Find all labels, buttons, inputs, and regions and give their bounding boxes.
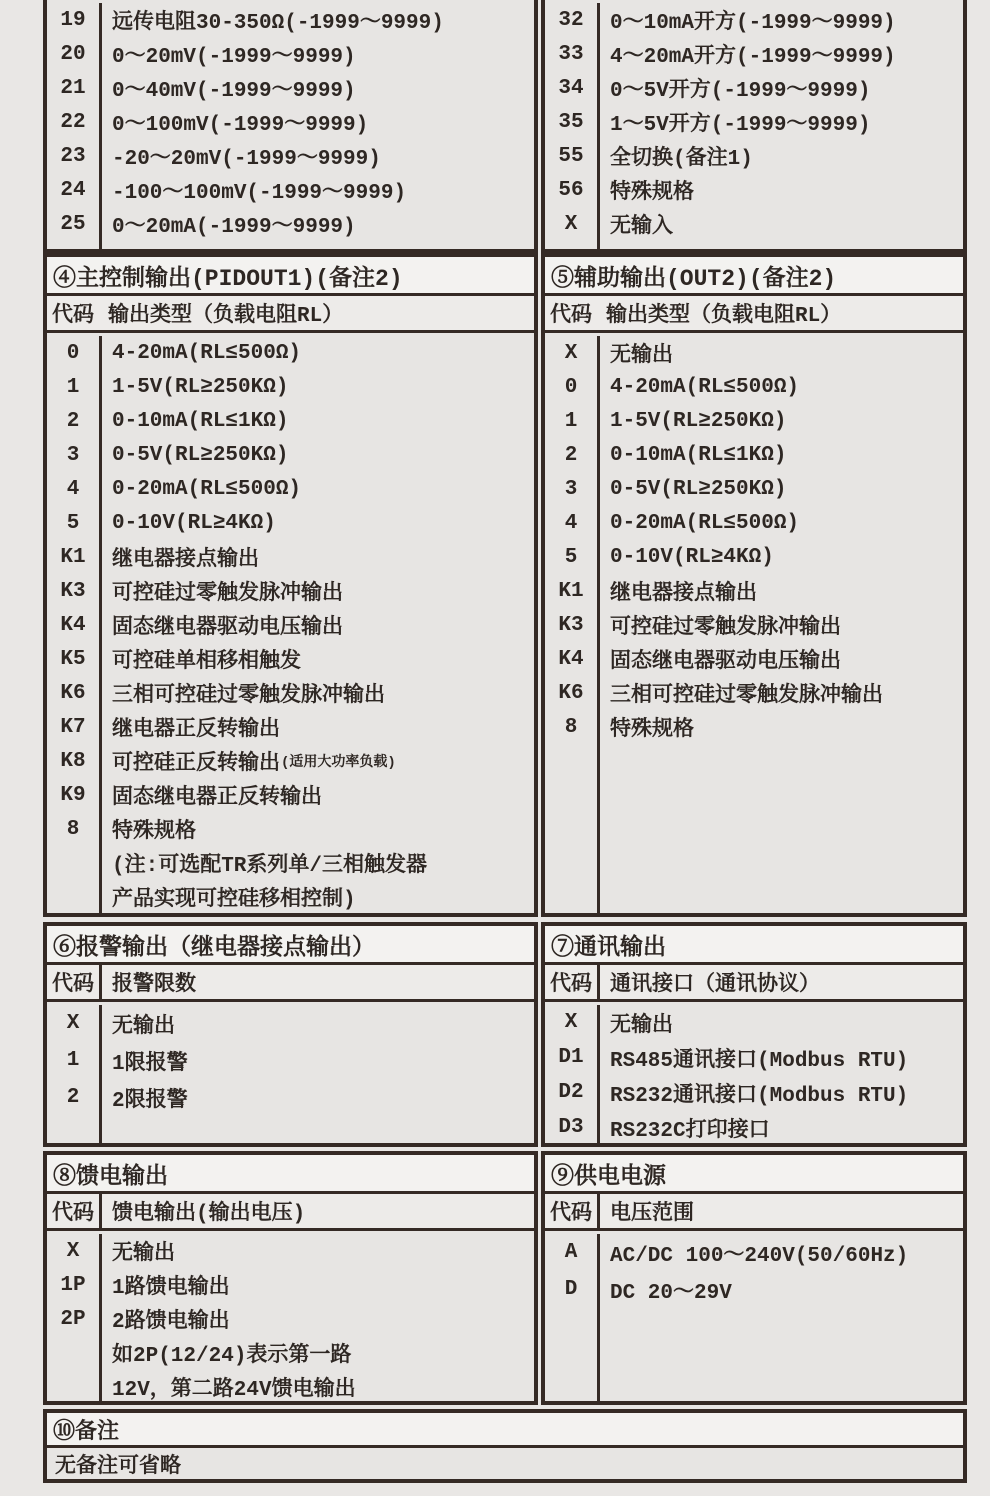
section-alarm-output: [43, 922, 538, 1147]
code-cell: [47, 880, 99, 913]
desc-cell: 无输入: [597, 207, 963, 241]
code-cell: 1: [564, 409, 578, 433]
desc-cell: 无输出: [99, 1234, 534, 1268]
table-row: [47, 1234, 534, 1268]
code-cell: D3: [558, 1116, 584, 1139]
table-row: [47, 404, 534, 438]
code-cell: 19: [60, 8, 86, 32]
table-body: [47, 1448, 963, 1479]
code-header: 代码: [52, 974, 94, 997]
table-row: [47, 574, 534, 608]
table-row: [545, 676, 963, 710]
table-row: [47, 1268, 534, 1302]
desc-cell: 可控硅单相移相触发: [99, 642, 534, 676]
code-cell: 20: [60, 42, 86, 66]
desc-header: 报警限数: [99, 965, 534, 999]
table-row: [47, 1042, 534, 1079]
code-header: 代码: [550, 1203, 592, 1226]
desc-cell: -20～20mV(-1999～9999): [99, 139, 534, 173]
code-cell: 2: [564, 443, 578, 467]
table-body: [545, 1002, 963, 1143]
section-remarks: [43, 1409, 967, 1483]
desc-cell: 0～5V开方(-1999～9999): [597, 71, 963, 105]
desc-cell: 0-10mA(RL≤1KΩ): [597, 438, 963, 472]
table-row: [47, 642, 534, 676]
table-row: [47, 812, 534, 846]
desc-header: 馈电输出(输出电压): [99, 1194, 534, 1228]
table-row: [545, 1110, 963, 1143]
desc-cell: 继电器接点输出: [99, 540, 534, 574]
table-row: [47, 846, 534, 880]
table-row: [545, 370, 963, 404]
desc-cell: 可控硅过零触发脉冲输出: [597, 608, 963, 642]
table-body: [545, 1231, 963, 1401]
section-title: ⑧馈电输出: [47, 1155, 534, 1194]
desc-cell: 0～100mV(-1999～9999): [99, 105, 534, 139]
table-row: [47, 608, 534, 642]
column-header-row: [545, 296, 963, 333]
table-body: [545, 333, 963, 913]
code-header: 代码: [550, 305, 592, 328]
table-row: [545, 710, 963, 744]
table-row: [47, 778, 534, 812]
column-header-row: [545, 1194, 963, 1231]
table-body: [47, 1231, 534, 1401]
desc-cell: 三相可控硅过零触发脉冲输出: [597, 676, 963, 710]
table-row: [47, 3, 534, 37]
input-signal-table-right: [541, 0, 967, 253]
table-row: [545, 336, 963, 370]
code-cell: 0: [66, 341, 80, 365]
column-header-row: [47, 296, 534, 333]
table-row: [47, 370, 534, 404]
code-cell: 55: [558, 144, 584, 168]
column-header-row: [47, 1194, 534, 1231]
table-row: [47, 880, 534, 913]
desc-cell: 2限报警: [99, 1079, 534, 1116]
table-filler: [545, 744, 963, 913]
table-row: [47, 207, 534, 241]
desc-cell: 继电器接点输出: [597, 574, 963, 608]
table-row: [47, 336, 534, 370]
desc-cell: 1限报警: [99, 1042, 534, 1079]
table-row: [545, 207, 963, 241]
table-row: [545, 574, 963, 608]
section-communication-output: [541, 922, 967, 1147]
desc-cell: 全切换(备注1): [597, 139, 963, 173]
code-header: 代码: [550, 974, 592, 997]
section-title: ⑤辅助输出(OUT2)(备注2): [545, 257, 963, 296]
table-filler: [47, 241, 534, 249]
desc-header: 电压范围: [597, 1194, 963, 1228]
desc-cell: 0-5V(RL≥250KΩ): [99, 438, 534, 472]
section-title: ④主控制输出(PIDOUT1)(备注2): [47, 257, 534, 296]
desc-cell: 无输出: [597, 336, 963, 370]
code-cell: K8: [60, 749, 86, 773]
code-cell: D2: [558, 1081, 584, 1104]
code-cell: 4: [564, 511, 578, 535]
section-feed-power-output: [43, 1151, 538, 1405]
desc-cell: RS485通讯接口(Modbus RTU): [597, 1040, 963, 1075]
code-cell: 22: [60, 110, 86, 134]
code-cell: 1: [66, 375, 80, 399]
desc-cell: 0-10V(RL≥4KΩ): [99, 506, 534, 540]
desc-cell: 产品实现可控硅移相控制): [99, 880, 534, 913]
table-row: [47, 710, 534, 744]
code-cell: D: [564, 1278, 578, 1301]
code-cell: K4: [60, 613, 86, 637]
desc-cell: AC/DC 100～240V(50/60Hz): [597, 1234, 963, 1271]
code-cell: X: [564, 1011, 578, 1034]
table-row: [47, 173, 534, 207]
table-row: [545, 37, 963, 71]
input-signal-table-left: [43, 0, 538, 253]
code-cell: X: [564, 341, 578, 365]
desc-note: (适用大功率负载): [281, 755, 396, 771]
desc-cell: 特殊规格: [597, 173, 963, 207]
table-row: [545, 1271, 963, 1308]
code-cell: K1: [60, 545, 86, 569]
code-cell: 8: [66, 817, 80, 841]
code-cell: K3: [60, 579, 86, 603]
table-body: [47, 0, 534, 249]
code-header: 代码: [52, 1203, 94, 1226]
table-row: [47, 139, 534, 173]
desc-cell: 可控硅正反转输出 (适用大功率负载): [99, 744, 534, 778]
desc-cell: 1路馈电输出: [99, 1268, 534, 1302]
table-row: [47, 744, 534, 778]
section-power-supply: [541, 1151, 967, 1405]
code-cell: K6: [558, 681, 584, 705]
table-row: [47, 1005, 534, 1042]
section-title: ⑦通讯输出: [545, 926, 963, 965]
desc-cell: 特殊规格: [597, 710, 963, 744]
table-row: [47, 506, 534, 540]
desc-cell: 特殊规格: [99, 812, 534, 846]
code-cell: 5: [564, 545, 578, 569]
table-body: [47, 1002, 534, 1143]
code-cell: [47, 1336, 99, 1370]
desc-cell: 2路馈电输出: [99, 1302, 534, 1336]
code-cell: A: [564, 1241, 578, 1264]
desc-header: 输出类型（负载电阻RL）: [606, 305, 842, 328]
table-row: [545, 173, 963, 207]
code-header: 代码: [52, 305, 94, 328]
desc-cell: 0～20mV(-1999～9999): [99, 37, 534, 71]
table-row: [47, 1370, 534, 1401]
code-cell: 25: [60, 212, 86, 236]
code-cell: 4: [66, 477, 80, 501]
table-row: [545, 472, 963, 506]
table-row: [545, 3, 963, 37]
section-title: ⑨供电电源: [545, 1155, 963, 1194]
table-row: [47, 1302, 534, 1336]
code-cell: K6: [60, 681, 86, 705]
table-filler: [545, 1308, 963, 1401]
desc-cell: -100～100mV(-1999～9999): [99, 173, 534, 207]
table-row: [47, 105, 534, 139]
code-cell: D1: [558, 1046, 584, 1069]
column-header-row: [545, 965, 963, 1002]
table-body: [47, 333, 534, 913]
code-cell: 33: [558, 42, 584, 66]
desc-cell: 固态继电器驱动电压输出: [597, 642, 963, 676]
section-aux-output: [541, 253, 967, 917]
desc-cell: 0-20mA(RL≤500Ω): [99, 472, 534, 506]
code-cell: 1: [66, 1049, 80, 1072]
table-row: [545, 1075, 963, 1110]
desc-cell: 0～40mV(-1999～9999): [99, 71, 534, 105]
desc-cell: 0～10mA开方(-1999～9999): [597, 3, 963, 37]
desc-cell: 三相可控硅过零触发脉冲输出: [99, 676, 534, 710]
desc-cell: 无输出: [597, 1005, 963, 1040]
desc-cell: RS232通讯接口(Modbus RTU): [597, 1075, 963, 1110]
table-row: [47, 1336, 534, 1370]
desc-cell: 4-20mA(RL≤500Ω): [597, 370, 963, 404]
code-cell: 8: [564, 715, 578, 739]
table-filler: [47, 1116, 534, 1143]
table-row: [47, 1079, 534, 1116]
code-cell: 21: [60, 76, 86, 100]
desc-cell: 0-10mA(RL≤1KΩ): [99, 404, 534, 438]
code-cell: [47, 1370, 99, 1401]
code-cell: K4: [558, 647, 584, 671]
code-cell: K1: [558, 579, 584, 603]
code-cell: 56: [558, 178, 584, 202]
code-cell: K5: [60, 647, 86, 671]
table-row: [545, 105, 963, 139]
table-filler: [545, 241, 963, 249]
table-body: [545, 0, 963, 249]
table-row: [545, 1040, 963, 1075]
code-cell: 0: [564, 375, 578, 399]
table-row: [545, 404, 963, 438]
code-cell: 23: [60, 144, 86, 168]
code-cell: K7: [60, 715, 86, 739]
section-title: ⑩备注: [47, 1413, 963, 1448]
code-cell: 1P: [60, 1273, 86, 1297]
table-row: [545, 1234, 963, 1271]
table-row: [545, 540, 963, 574]
code-cell: 3: [564, 477, 578, 501]
table-row: [47, 676, 534, 710]
table-row: [545, 71, 963, 105]
table-row: [47, 37, 534, 71]
desc-cell: DC 20～29V: [597, 1271, 963, 1308]
desc-cell: 1-5V(RL≥250KΩ): [99, 370, 534, 404]
desc-cell: 固态继电器驱动电压输出: [99, 608, 534, 642]
table-row: [545, 506, 963, 540]
table-row: [545, 608, 963, 642]
desc-cell: 1-5V(RL≥250KΩ): [597, 404, 963, 438]
code-cell: 32: [558, 8, 584, 32]
desc-cell: 可控硅过零触发脉冲输出: [99, 574, 534, 608]
section-main-control-output: [43, 253, 538, 917]
desc-cell: 0-5V(RL≥250KΩ): [597, 472, 963, 506]
code-cell: 2: [66, 409, 80, 433]
desc-cell: (注:可选配TR系列单/三相触发器: [99, 846, 534, 880]
table-row: [545, 139, 963, 173]
code-cell: K9: [60, 783, 86, 807]
desc-cell: 4-20mA(RL≤500Ω): [99, 336, 534, 370]
code-cell: [47, 846, 99, 880]
desc-cell: 远传电阻30-350Ω(-1999～9999): [99, 3, 534, 37]
desc-cell: 0-10V(RL≥4KΩ): [597, 540, 963, 574]
table-row: [545, 438, 963, 472]
table-row: [545, 642, 963, 676]
table-row: [47, 472, 534, 506]
desc-cell: 固态继电器正反转输出: [99, 778, 534, 812]
table-row: [47, 71, 534, 105]
desc-cell: 无输出: [99, 1005, 534, 1042]
code-cell: X: [66, 1239, 80, 1263]
code-cell: 24: [60, 178, 86, 202]
section-title: ⑥报警输出（继电器接点输出）: [47, 926, 534, 965]
desc-cell: RS232C打印接口: [597, 1110, 963, 1143]
desc-header: 输出类型（负载电阻RL）: [108, 305, 344, 328]
code-cell: 3: [66, 443, 80, 467]
code-cell: 2P: [60, 1307, 86, 1331]
desc-cell: 0～20mA(-1999～9999): [99, 207, 534, 241]
code-cell: 35: [558, 110, 584, 134]
table-row: [47, 540, 534, 574]
desc-cell: 4～20mA开方(-1999～9999): [597, 37, 963, 71]
code-cell: X: [564, 212, 578, 236]
desc-cell: 0-20mA(RL≤500Ω): [597, 506, 963, 540]
table-row: [47, 1448, 963, 1479]
desc-cell: 1～5V开方(-1999～9999): [597, 105, 963, 139]
desc-header: 通讯接口（通讯协议）: [597, 965, 963, 999]
code-cell: 34: [558, 76, 584, 100]
desc-cell: 12V，第二路24V馈电输出: [99, 1370, 534, 1401]
desc-cell: 继电器正反转输出: [99, 710, 534, 744]
code-cell: 2: [66, 1086, 80, 1109]
table-row: [545, 1005, 963, 1040]
code-cell: X: [66, 1012, 80, 1035]
remark-text: 无备注可省略: [55, 1455, 181, 1479]
column-header-row: [47, 965, 534, 1002]
code-cell: K3: [558, 613, 584, 637]
table-row: [47, 438, 534, 472]
code-cell: 5: [66, 511, 80, 535]
desc-cell: 如2P(12/24)表示第一路: [99, 1336, 534, 1370]
